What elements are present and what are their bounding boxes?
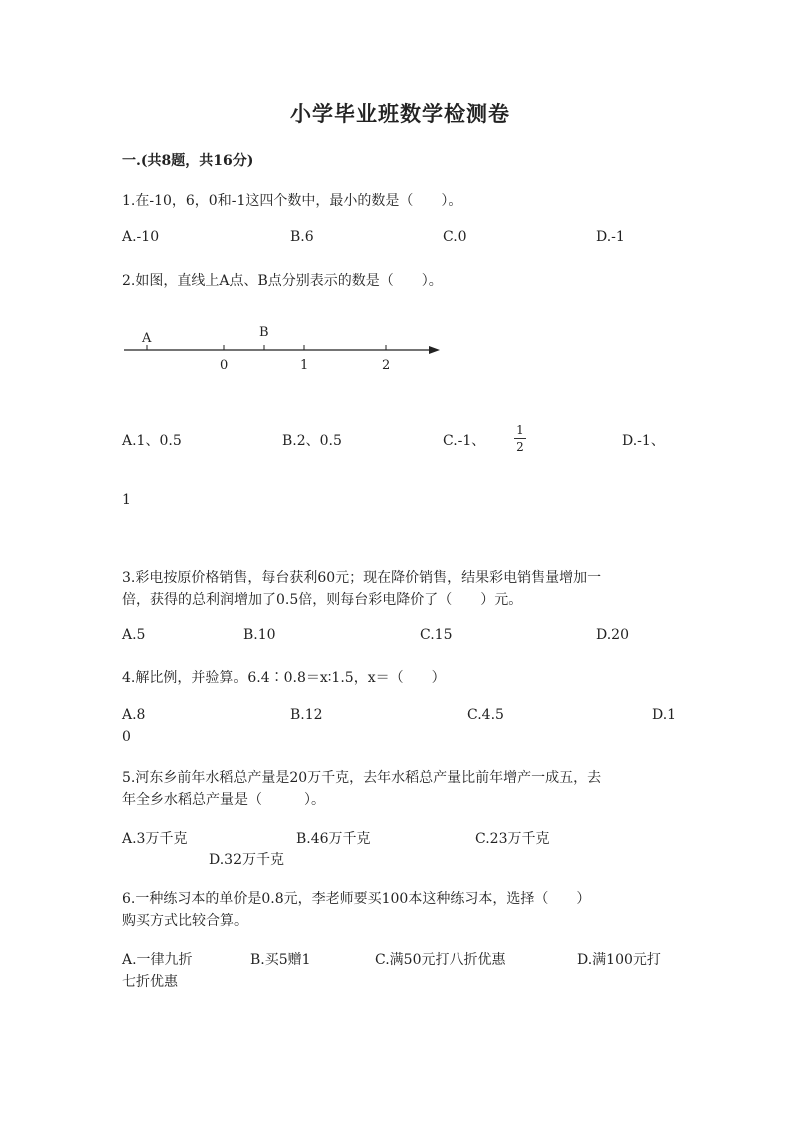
question-6-line-2: 购买方式比较合算。 [122, 913, 248, 929]
q6-option-d[interactable]: D.满100元打 [577, 952, 661, 968]
question-5-line-2: 年全乡水稻总产量是（ ）。 [122, 792, 325, 808]
number-line-svg [122, 322, 442, 372]
q6-option-b[interactable]: B.买5赠1 [250, 952, 311, 968]
q4-option-a[interactable]: A.8 [122, 707, 146, 723]
q2-option-a[interactable]: A.1、0.5 [122, 433, 182, 449]
page-title: 小学毕业班数学检测卷 [290, 101, 510, 126]
number-line-figure [122, 322, 442, 372]
tick-label-0: 0 [220, 358, 229, 372]
section-heading: 一.(共8题，共16分) [122, 153, 254, 169]
question-6-line-1: 6.一种练习本的单价是0.8元，李老师要买100本这种练习本，选择（ ） [122, 891, 591, 907]
q2-option-b[interactable]: B.2、0.5 [282, 433, 342, 449]
q5-option-a[interactable]: A.3万千克 [122, 831, 188, 847]
q2-option-c[interactable]: C.-1、 [443, 433, 486, 449]
q4-option-d-wrap: 0 [122, 729, 131, 745]
q4-option-d[interactable]: D.1 [652, 707, 677, 723]
q4-option-b[interactable]: B.12 [290, 707, 323, 723]
tick-label-2: 2 [382, 358, 391, 372]
q6-option-a[interactable]: A.一律九折 [122, 952, 193, 968]
q1-option-d[interactable]: D.-1 [596, 229, 625, 245]
q3-option-b[interactable]: B.10 [243, 627, 276, 643]
fraction-one-half [514, 423, 526, 454]
question-5-line-1: 5.河东乡前年水稻总产量是20万千克，去年水稻总产量比前年增产一成五，去 [122, 770, 602, 786]
question-4-text: 4.解比例，并验算。6.4∶0.8＝x∶1.5，x＝（ ） [122, 670, 446, 686]
arrow-head-icon [429, 346, 440, 354]
q6-option-c[interactable]: C.满50元打八折优惠 [375, 952, 506, 968]
q4-option-c[interactable]: C.4.5 [467, 707, 504, 723]
fraction-denominator: 2 [516, 440, 524, 454]
question-3-line-2: 倍，获得的总利润增加了0.5倍，则每台彩电降价了（ ）元。 [122, 592, 523, 608]
q3-option-d[interactable]: D.20 [596, 627, 629, 643]
point-b-label: B [259, 325, 269, 340]
q5-option-d[interactable]: D.32万千克 [209, 852, 284, 868]
fraction-numerator: 1 [516, 423, 524, 437]
fraction-bar [514, 438, 526, 439]
question-3-line-1: 3.彩电按原价格销售，每台获利60元；现在降价销售，结果彩电销售量增加一 [122, 570, 602, 586]
q5-option-b[interactable]: B.46万千克 [296, 831, 371, 847]
q6-option-d-wrap: 七折优惠 [122, 974, 178, 990]
q1-option-b[interactable]: B.6 [290, 229, 314, 245]
q2-option-d[interactable]: D.-1、 [622, 433, 665, 449]
question-1-text: 1.在-10，6，0和-1这四个数中，最小的数是（ ）。 [122, 193, 463, 209]
question-2-text: 2.如图，直线上A点、B点分别表示的数是（ ）。 [122, 273, 443, 289]
q3-option-a[interactable]: A.5 [122, 627, 146, 643]
q3-option-c[interactable]: C.15 [420, 627, 453, 643]
point-a-label: A [142, 331, 152, 346]
q2-option-d-wrap: 1 [122, 492, 131, 508]
tick-label-1: 1 [300, 358, 309, 372]
q1-option-a[interactable]: A.-10 [122, 229, 160, 245]
q5-option-c[interactable]: C.23万千克 [475, 831, 550, 847]
q1-option-c[interactable]: C.0 [443, 229, 467, 245]
